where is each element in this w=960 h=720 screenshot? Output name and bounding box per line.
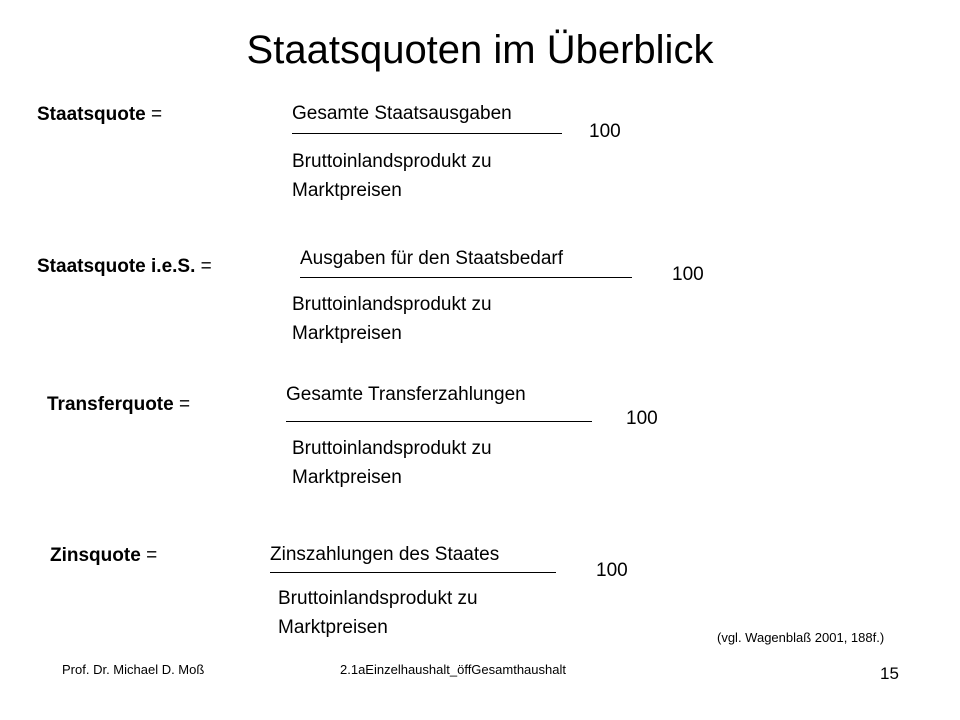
denominator-line-2: Marktpreisen xyxy=(292,180,402,201)
factor-100: 100 xyxy=(596,560,628,581)
fraction-line xyxy=(270,572,556,573)
footer-author: Prof. Dr. Michael D. Moß xyxy=(62,662,205,677)
equals-sign: = xyxy=(151,104,163,125)
fraction-line xyxy=(292,133,562,134)
factor-100: 100 xyxy=(672,264,704,285)
formula-label-staatsquote xyxy=(37,104,162,126)
formula-name: Staatsquote i.e.S. xyxy=(37,256,196,277)
factor-100: 100 xyxy=(626,408,658,429)
denominator-line-1: Bruttoinlandsprodukt zu xyxy=(292,438,492,459)
denominator-line-2: Marktpreisen xyxy=(292,467,402,488)
numerator: Gesamte Transferzahlungen xyxy=(286,384,526,405)
formula-name: Transferquote xyxy=(47,394,174,415)
fraction-line xyxy=(286,421,592,422)
factor-100: 100 xyxy=(589,121,621,142)
formula-label-zinsquote xyxy=(50,545,157,567)
footer-file: 2.1aEinzelhaushalt_öffGesamthaushalt xyxy=(340,662,566,677)
page-number: 15 xyxy=(880,664,899,683)
equals-sign: = xyxy=(178,394,191,415)
slide-title: Staatsquoten im Überblick xyxy=(246,28,714,72)
source-note: (vgl. Wagenblaß 2001, 188f.) xyxy=(717,630,885,645)
numerator: Ausgaben für den Staatsbedarf xyxy=(300,248,564,269)
denominator-line-2: Marktpreisen xyxy=(278,617,388,638)
denominator-line-1: Bruttoinlandsprodukt zu xyxy=(292,294,492,315)
numerator: Gesamte Staatsausgaben xyxy=(292,103,512,124)
numerator: Zinszahlungen des Staates xyxy=(270,544,500,565)
fraction-line xyxy=(300,277,632,278)
denominator-line-1: Bruttoinlandsprodukt zu xyxy=(292,151,492,172)
equals-sign: = xyxy=(146,545,158,566)
formula-label-transferquote xyxy=(47,394,190,416)
formula-name: Staatsquote xyxy=(37,104,146,125)
formula-name: Zinsquote xyxy=(50,545,141,566)
denominator-line-1: Bruttoinlandsprodukt zu xyxy=(278,588,478,609)
formula-label-staatsquote-ies xyxy=(37,256,212,278)
denominator-line-2: Marktpreisen xyxy=(292,323,402,344)
equals-sign: = xyxy=(200,256,212,277)
